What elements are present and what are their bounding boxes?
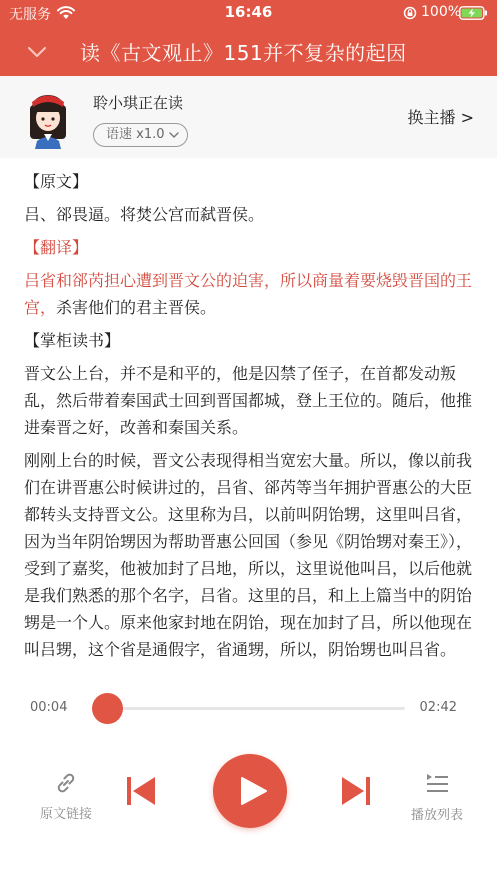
status-time: 16:46 xyxy=(224,3,273,21)
anchor-bar xyxy=(0,76,497,158)
avatar xyxy=(23,85,73,149)
anchor-name: 聆小琪正在读 xyxy=(93,94,184,112)
nav-bar xyxy=(0,26,497,76)
playlist-icon xyxy=(424,771,450,797)
top-bar xyxy=(0,0,497,76)
original-link-label: 原文链接 xyxy=(39,807,92,822)
previous-track-icon[interactable] xyxy=(125,775,157,807)
heading-translation: 【翻译】 xyxy=(24,238,89,257)
rotation-lock-icon xyxy=(403,6,417,20)
translation-text xyxy=(24,267,474,321)
progress-knob[interactable] xyxy=(92,693,123,724)
commentary-paragraph: 晋文公上台，并不是和平的，他是囚禁了侄子，在首都发动叛乱，然后带着秦国武士回到晋国都城，登上王位的。随后，他推进秦晋之好，改善和秦国关系。 xyxy=(24,364,473,437)
heading-commentary: 【掌柜读书】 xyxy=(24,331,121,350)
battery-charging-icon xyxy=(459,6,488,20)
current-time: 00:04 xyxy=(30,700,68,715)
commentary-paragraph: 刚刚上台的时候，晋文公表现得相当宽宏大量。所以，像以前我们在讲晋惠公时候讲过的，吕省、郤芮等当年拥护晋惠公的大臣都转头支持晋文公。这里称为吕，以前叫阴饴甥，这里叫吕省，因为当年阴饴甥因为帮助晋惠公回国（参见《阴饴甥对秦王》），受到了嘉奖，他被加封了吕地，所以，这里说他叫吕，以后他就是我们熟悉的那个名字，吕省。这里的吕，和上上篇当中的阴饴甥是一个人。原来他家封地在阴饴，现在加封了吕，所以他现在叫吕甥，这个省是通假字，省通甥，所以，阴饴甥也叫吕省。 xyxy=(24,451,473,659)
chevron-down-icon[interactable] xyxy=(26,41,48,63)
translation-rest: 杀害他们的君主晋侯。 xyxy=(56,298,217,317)
switch-anchor-button[interactable]: 换主播 > xyxy=(407,108,474,127)
playlist-label: 播放列表 xyxy=(410,808,463,823)
speed-selector[interactable] xyxy=(93,123,188,147)
chevron-down-icon xyxy=(168,129,180,141)
next-track-icon[interactable] xyxy=(340,775,372,807)
link-icon xyxy=(53,770,79,796)
play-button[interactable] xyxy=(213,754,287,828)
total-time: 02:42 xyxy=(419,700,457,715)
status-bar xyxy=(0,0,497,26)
carrier-label: 无服务 xyxy=(9,7,51,23)
original-link-button[interactable] xyxy=(36,770,96,822)
heading-original: 【原文】 xyxy=(24,172,89,191)
translation-highlight: 吕省和郤芮担心遭到晋文公的迫害，所以商量着要烧毁晋国的王宫， xyxy=(24,271,473,317)
speed-label: 语速 x1.0 xyxy=(106,127,165,142)
play-icon xyxy=(240,776,268,806)
page-title: 读《古文观止》151并不复杂的起因 xyxy=(80,41,407,65)
article-body xyxy=(24,168,474,665)
original-text: 吕、郤畏逼。将焚公宫而弑晋侯。 xyxy=(24,205,265,224)
playlist-button[interactable] xyxy=(406,771,468,823)
battery-percent: 100% xyxy=(421,4,462,20)
progress-track[interactable] xyxy=(92,707,405,710)
